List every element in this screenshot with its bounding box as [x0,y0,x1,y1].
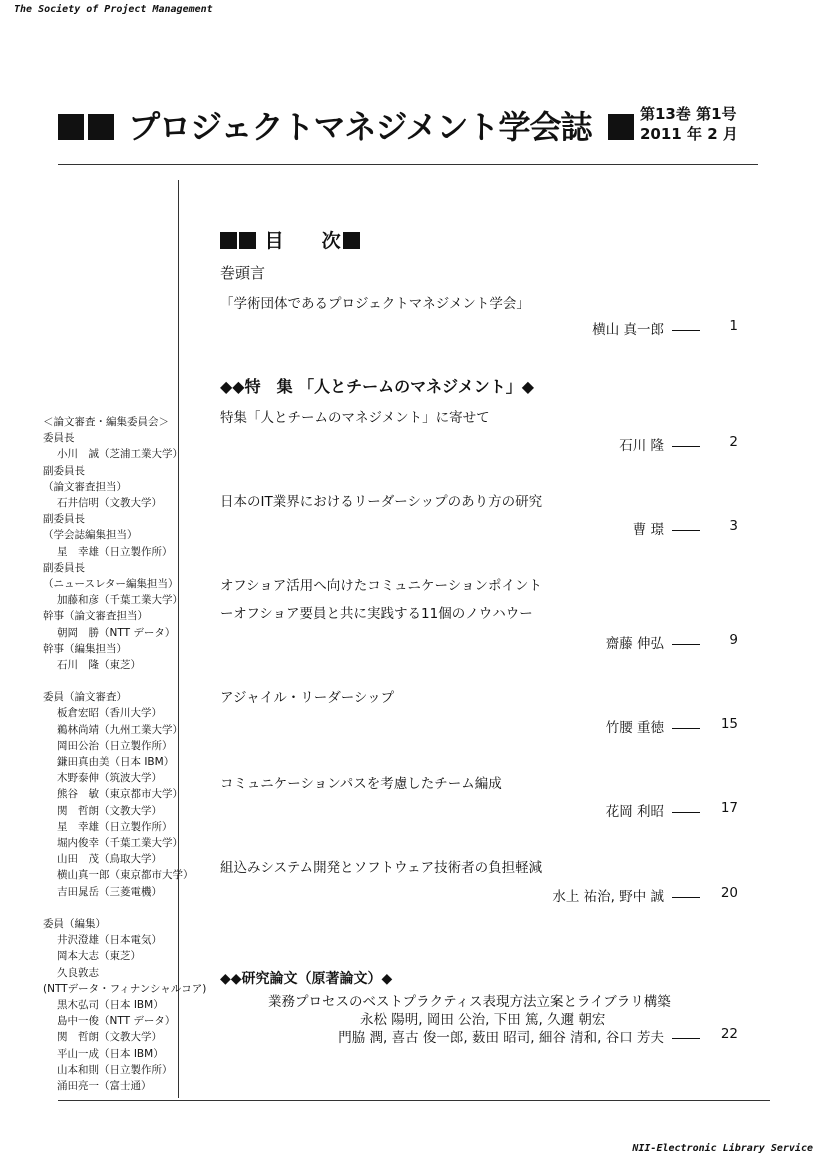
committee-line: 加藤和彦（千葉工業大学） [57,594,183,607]
committee-line: 井沢澄雄（日本電気） [57,934,162,947]
committee-line: (NTTデータ・フィナンシャルコア) [43,982,207,995]
article-author: 石川 隆 [400,434,700,454]
square-bullet-icon [608,114,634,140]
committee-line: 平山一成（日本 IBM） [57,1047,164,1060]
article-page: 9 [729,632,738,648]
research-authors-line1: 永松 陽明, 岡田 公治, 下田 篤, 久邇 朝宏 [360,1012,606,1028]
committee-line: 涌田亮一（富士通） [57,1079,152,1092]
article-title: 組込みシステム開発とソフトウェア技術者の負担軽減 [220,860,543,876]
committee-line: （ニュースレター編集担当） [43,578,179,591]
committee-line: 島中一俊（NTT データ） [57,1015,176,1028]
committee-line: 木野泰伸（筑波大学） [57,772,162,785]
foreword-label: 巻頭言 [220,264,266,282]
article-author: 竹腰 重徳 [400,716,700,736]
square-bullet-icon [88,114,114,140]
square-bullet-icon [58,114,84,140]
article-page: 2 [729,434,738,450]
committee-line: 関 哲朗（文教大学） [57,804,162,817]
society-credit: The Society of Project Management [14,4,213,15]
committee-line: 副委員長 [43,513,85,526]
foreword-title: 「学術団体であるプロジェクトマネジメント学会」 [220,296,530,312]
footer-rule [58,1100,770,1101]
committee-line: 黒木弘司（日本 IBM） [57,998,164,1011]
journal-title [58,102,638,148]
committee-line: 久良敦志 [57,966,99,979]
issue-volume: 第13巻 第1号 [640,105,737,123]
article-author: 水上 祐治, 野中 誠 [400,885,700,905]
committee-list [43,430,207,1094]
toc-heading-text: 目 次 [264,230,341,252]
article-subtitle: ーオフショア要員と共に実践する11個のノウハウー [220,606,533,622]
article-title: 日本のIT業界におけるリーダーシップのあり方の研究 [220,494,543,510]
committee-line: 岡田公治（日立製作所） [57,739,173,752]
committee-line: 副委員長 [43,561,85,574]
committee-title: ＜論文審査・編集委員会＞ [43,416,169,428]
square-bullet-icon [239,232,256,249]
committee-line: 星 幸雄（日立製作所） [57,820,173,833]
foreword-page: 1 [729,318,738,334]
research-section-label: ◆◆研究論文（原著論文）◆ [220,971,393,987]
committee-line: 委員長 [43,432,75,445]
committee-gap [43,900,183,916]
committee-line: 朝岡 勝（NTT データ） [57,626,176,639]
committee-line: 堀内俊幸（千葉工業大学） [57,837,183,850]
committee-line: 幹事（論文審査担当） [43,610,148,623]
article-author: 花岡 利昭 [400,800,700,820]
committee-line: 幹事（編集担当） [43,642,127,655]
committee-line: 鎌田真由美（日本 IBM） [57,756,175,769]
committee-line: 委員（編集） [43,917,106,930]
masthead [58,96,758,156]
article-title: コミュニケーションパスを考慮したチーム編成 [220,776,502,792]
committee-gap [43,673,183,689]
committee-line: 委員（論文審査） [43,691,127,704]
committee-line: 岡本大志（東芝） [57,950,141,963]
journal-title-text: プロジェクトマネジメント学会誌 [128,108,592,146]
issue-info [640,104,738,144]
article-title: 特集「人とチームのマネジメント」に寄せて [220,410,490,426]
article-author: 齋藤 伸弘 [400,632,700,652]
article-author: 曹 璟 [400,518,700,538]
committee-line: 関 哲朗（文教大学） [57,1031,162,1044]
committee-line: 石井信明（文教大学） [57,497,162,510]
committee-line: 山本和則（日立製作所） [57,1063,173,1076]
committee-line: 山田 茂（鳥取大学） [57,853,162,866]
article-title: オフショア活用へ向けたコミュニケーションポイント [220,578,542,594]
square-bullet-icon [343,232,360,249]
foreword-author: 横山 真一郎 [400,318,700,338]
editorial-committee [43,414,207,1094]
committee-line: 小川 誠（芝浦工業大学） [57,448,183,461]
committee-line: 副委員長 [43,464,85,477]
article-page: 20 [720,885,738,901]
article-title: アジャイル・リーダーシップ [220,690,395,706]
research-title: 業務プロセスのベストプラクティス表現方法立案とライブラリ構築 [268,994,671,1010]
article-page: 17 [720,800,738,816]
committee-line: 横山真一郎（東京都市大学） [57,869,194,882]
committee-line: 鵜林尚靖（九州工業大学） [57,723,183,736]
committee-line: 吉田晁岳（三菱電機） [57,885,162,898]
header-rule [58,164,758,165]
research-authors-line2: 門脇 潤, 喜古 俊一郎, 薮田 昭司, 細谷 清和, 谷口 芳夫 [230,1026,700,1046]
feature-section-label: ◆◆特 集 「人とチームのマネジメント」◆ [220,377,535,396]
committee-line: （論文審査担当） [43,480,127,493]
committee-line: （学会誌編集担当） [43,529,138,542]
article-page: 15 [720,716,738,732]
issue-date: 2011 年 2 月 [640,125,738,143]
article-page: 3 [729,518,738,534]
committee-line: 板倉宏昭（香川大学） [57,707,162,720]
library-credit: NII-Electronic Library Service [632,1143,813,1154]
toc-heading [220,226,362,253]
committee-line: 星 幸雄（日立製作所） [57,545,173,558]
committee-line: 石川 隆（東芝） [57,659,141,672]
square-bullet-icon [220,232,237,249]
committee-line: 熊谷 敏（東京都市大学） [57,788,183,801]
research-page: 22 [720,1026,738,1042]
